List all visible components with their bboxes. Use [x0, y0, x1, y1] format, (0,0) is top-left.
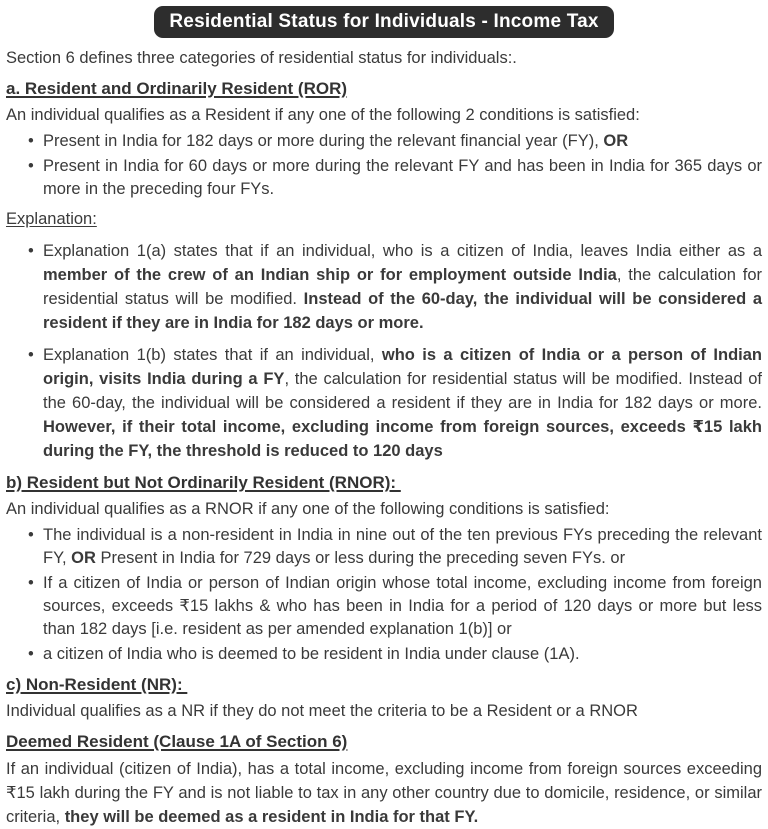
section-b-bullet-list: [6, 524, 762, 666]
explanation-heading: Explanation:: [6, 210, 97, 228]
intro-text: Section 6 defines three categories of residential status for individuals:.: [6, 49, 517, 67]
section-a-lead: An individual qualifies as a Resident if any one of the following 2 conditions is satisfied:: [6, 106, 640, 124]
document: [6, 6, 762, 829]
bullet-item: • Present in India for 182 days or more during the relevant financial year (FY), OR: [6, 130, 762, 153]
bullet-item: • Present in India for 60 days or more during the relevant FY and has been in India for 365 days or more in the preceding four FYs.: [6, 155, 762, 201]
section-b-lead: An individual qualifies as a RNOR if any one of the following conditions is satisfied:: [6, 500, 610, 518]
deemed-resident-paragraph: If an individual (citizen of India), has a total income, excluding income from foreign sources exceeding ₹15 lakh during the FY and is not liable to tax in any other country due to domicile, residence, or similar criteria, they will be deemed as a resident in India for that FY.: [6, 760, 762, 826]
section-b-heading: b) Resident but Not Ordinarily Resident (RNOR):: [6, 473, 401, 492]
bullet-item: • Explanation 1(b) states that if an individual, who is a citizen of India or a person of Indian origin, visits India during a FY, the calculation for residential status will be modified. Instead of the 60-day, the individual will be considered a resident if they are in India for 182 days or more. However, if their total income, excluding income from foreign sources, exceeds ₹15 lakh during the FY, the threshold is reduced to 120 days: [6, 343, 762, 463]
section-a-heading: a. Resident and Ordinarily Resident (ROR): [6, 79, 348, 98]
section-c-heading: c) Non-Resident (NR):: [6, 675, 188, 694]
deemed-resident-heading: Deemed Resident (Clause 1A of Section 6): [6, 732, 348, 751]
bullet-item: • Explanation 1(a) states that if an individual, who is a citizen of India, leaves India either as a member of the crew of an Indian ship or for employment outside India, the calculation for residential status will be modified. Instead of the 60-day, the individual will be considered a resident if they are in India for 182 days or more.: [6, 239, 762, 335]
section-c-lead: Individual qualifies as a NR if they do not meet the criteria to be a Resident or a RNOR: [6, 702, 638, 720]
bullet-item: • The individual is a non-resident in India in nine out of the ten previous FYs preceding the relevant FY, OR Present in India for 729 days or less during the preceding seven FYs. or: [6, 524, 762, 570]
title-bar: [6, 6, 762, 38]
bullet-item: • If a citizen of India or person of Indian origin whose total income, excluding income from foreign sources, exceeds ₹15 lakhs & who has been in India for a period of 120 days or more but less than 182 days [i.e. resident as per amended explanation 1(b)] or: [6, 572, 762, 641]
explanation-bullet-list: [6, 239, 762, 463]
page-title: Residential Status for Individuals - Income Tax: [154, 6, 613, 38]
bullet-item: • a citizen of India who is deemed to be resident in India under clause (1A).: [6, 643, 762, 666]
section-a-bullet-list: [6, 130, 762, 201]
